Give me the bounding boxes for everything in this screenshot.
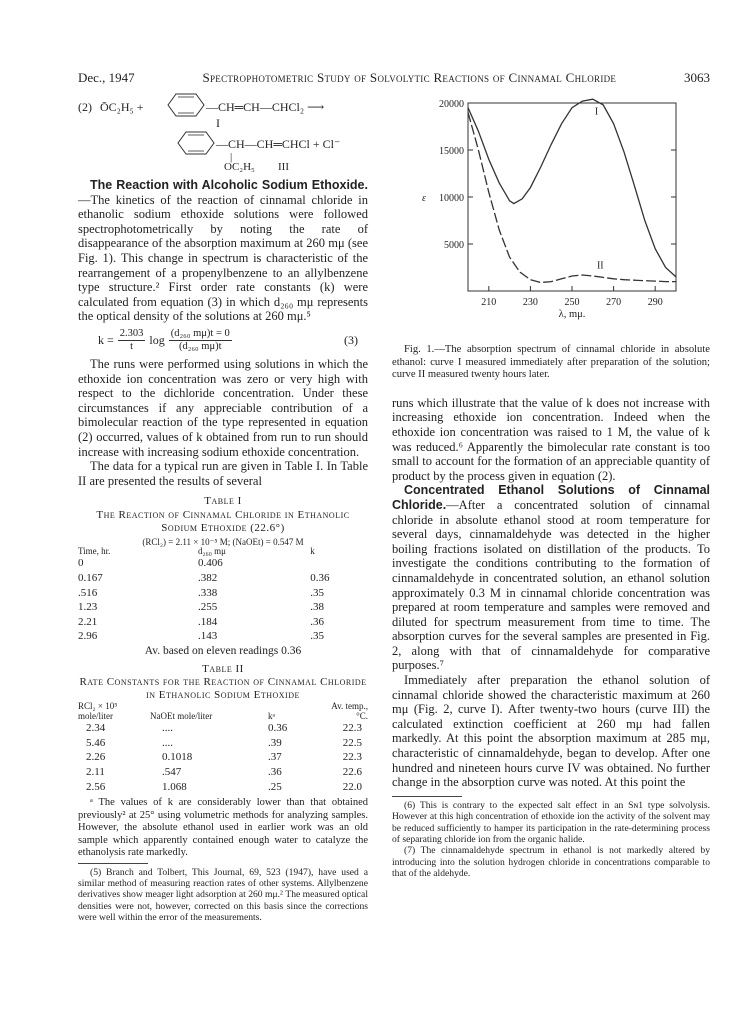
y-tick-label: 10000 [439,193,464,204]
section-ethoxide [78,178,368,324]
equation-number: (3) [344,333,358,348]
right-column [392,344,710,880]
left-column [78,92,368,924]
page-number: 3063 [683,70,710,85]
x-axis-label: λ, mμ. [558,309,586,320]
table-row: 2.11 .547 .36 22.6 [86,765,362,778]
series-line-II [468,112,676,282]
table-header: RCl₂ × 10⁵ mole/liter [78,701,118,721]
table-header: Time, hr. [78,545,111,556]
x-tick-label: 210 [481,297,497,308]
running-header [78,70,710,86]
table-row: 0.167 .382 0.36 [78,571,330,584]
table-row: .516 .338 .35 [78,586,324,599]
curve-label-II: II [596,260,604,272]
reaction-scheme: (2) ŌC₂H₅ + —CH═CH—CHCl₂ ⟶ I —CH—CH═CHCl + Cl⁻ | OC₂H₅ III [78,92,368,172]
table-header: k [310,545,315,556]
y-tick-label: 5000 [444,240,464,251]
paragraph: Immediately after preparation the ethanol solution of cinnamal chloride showed the characteristic maximum at 260 mμ (Fig. 2, curve I). After twenty-two hours (curve III) the calculated extinction coefficient at 260 mμ had fallen markedly. At this point the absorption maximum at 285 mμ, characteristic of cinnamaldehyde, began to develop. After one hundred and nineteen hours curve IV was obtained. No further change in the absorption curve was noted. At this point the [392,673,710,790]
table-row: 2.26 0.1018 .37 22.3 [86,751,362,764]
series-line-I [468,99,676,277]
x-tick-label: 290 [647,297,663,308]
scheme-chain-1: —CH═CH—CHCl₂ ⟶ [206,100,325,114]
x-tick-label: 250 [564,297,580,308]
y-tick-label: 15000 [439,146,464,157]
paragraph: —The kinetics of the reaction of cinnamal chloride in ethanolic sodium ethoxide solutions were followed spectrophotometrically by noting the rate of disappearance of the absorption maximum at 260 mμ (see Fig. 1). This change in spectrum is characteristic of the rearrangement of a propenylbenzene to an allylbenzene type structure.² First order rate constants (k) were calculated from equation (3) in which d₂₆₀ mμ represents the optical density of the solutions at 260 mμ.⁵ [78,192,368,324]
table-header: Av. temp., °C. [331,701,368,721]
footnote-divider [392,796,462,797]
figure-1-chart [422,95,680,320]
benzene-ring-icon [176,130,216,156]
paragraph: —After a concentrated solution of cinnamal chloride in absolute ethanol stood at room temperature for several days, cinnamaldehyde was detected in the higher boiling fractions isolated on distillation of the products. To investigate the conditions contributing to the formation of cinnamaldehyde in concentrated solution, an ethanol solution approximately 0.3 M in cinnamal chloride concentration was prepared at room temperature and samples were removed and diluted for spectrum measurement from time to time. The absorption curves for the several samples are presented in Fig. 2, along with that of cinnamaldehyde for comparative purposes.⁷ [392,497,710,673]
table-2 [78,702,368,794]
scheme-substituent: OC₂H₅ [224,161,255,173]
table-row: 1.23 .255 .38 [78,601,324,614]
plot-frame [468,103,676,291]
table-1 [78,547,368,644]
table-row: 2.34 .... 0.36 22.3 [86,722,362,735]
table-row: 2.21 .184 .36 [78,615,324,628]
table-1-conditions: (RCl₂) = 2.11 × 10⁻⁵ M; (NaOEt) = 0.547 M [142,536,304,547]
table-1-average: Av. based on eleven readings 0.36 [144,644,302,657]
table-header: NaOEt mole/liter [150,710,213,721]
paragraph: runs which illustrate that the value of k does not increase with increasing ethoxide ion concentration. Indeed when the ethoxide ion concentration was raised to 1 M, the value of k was reduced.⁶ Apparently the bimolecular rate constant is too small to account for the formation of an appreciable quantity of product by the process given in equation (2). [392,395,710,483]
table-1-label: Table I [204,495,242,508]
table-header: d₂₆₀ mμ [198,545,226,556]
header-date: Dec., 1947 [78,70,135,85]
table-header: kᵃ [268,710,275,721]
section-concentrated [392,483,710,673]
compound-I-label: I [216,116,220,130]
paragraph: The data for a typical run are given in Table I. In Table II are presented the results of several [78,459,368,488]
section-heading: Concentrated Ethanol Solutions of Cinnamal Chloride. [392,483,710,512]
compound-III-label: III [278,161,289,173]
table-1-title: The Reaction of Cinnamal Chloride in Ethanolic Sodium Ethoxide (22.6°) [96,508,350,534]
table-2-label: Table II [202,662,244,675]
footnote-6: (6) This is contrary to the expected salt effect in an Sɴ1 type solvolysis. However at this high concentration of ethoxide ion the activity of the solvent may be reduced sufficiently to hamper its participation in the rate-determining process of separating chloride ion from the organic halide. [392,799,710,846]
x-tick-label: 270 [606,297,622,308]
footnote-7: (7) The cinnamaldehyde spectrum in ethanol is not markedly altered by introducing into the solution hydrogen chloride in concentrations comparable to that of the aldehyde. [392,845,710,880]
y-axis-label: ε [422,193,426,204]
table-row: 2.56 1.068 .25 22.0 [86,780,362,793]
figure-1-caption: Fig. 1.—The absorption spectrum of cinnamal chloride in absolute ethanol: curve I measured immediately after preparation of the solution; curve II measured twenty hours later. [392,344,710,381]
paragraph: The runs were performed using solutions in which the ethoxide ion concentration was zero or very high with respect to the dichloride concentration. Under these circumstances if any appreciable contribution of a bimolecular reaction of the type represented in equation (2) occurred, values of k obtained from run to run should increase with increasing sodium ethoxide concentration. [78,356,368,459]
equation-3: k = $\frac{2.303}{t}$ log $\frac{\text{(d₂₆₀ mμ)t = 0}}{\text{(d₂₆₀ mμ)t}}$ (3) [98,327,358,352]
y-tick-label: 20000 [439,99,464,110]
table-2-footnote: ᵃ The values of k are considerably lower than that obtained previously² at 25° using volumetric methods for analyzing samples. However, the absolute ethanol used in earlier work was an old sample which apparently contained enough water to catalyze the ethanolysis rate markedly. [78,797,368,859]
table-row: 2.96 .143 .35 [78,630,324,643]
scheme-chain-2: —CH—CH═CHCl + Cl⁻ [216,137,341,151]
table-row: 0 0.406 [78,557,223,570]
x-tick-label: 230 [522,297,538,308]
section-heading: The Reaction with Alcoholic Sodium Ethoxide. [90,178,368,192]
scheme-reactant: ŌC₂H₅ + [100,100,144,114]
footnote-5: (5) Branch and Tolbert, This Journal, 69, 523 (1947), have used a similar method of measuring reaction rates of other systems. Allylbenzene derivatives show meager light adsorption at 260 mμ.² The measured optical densities were not, however, corrected on this basis since the corrections were well within the error of the measurements. [78,866,368,924]
scheme-label: (2) [78,100,92,114]
header-title: Spectrophotometric Study of Solvolytic Reactions of Cinnamal Chloride [202,70,617,85]
curve-label-I: I [594,106,599,118]
table-row: 5.46 .... .39 22.5 [86,736,362,749]
table-2-title: Rate Constants for the Reaction of Cinnamal Chloride in Ethanolic Sodium Ethoxide [79,676,367,702]
footnote-divider [78,863,148,864]
benzene-ring-icon [166,92,206,118]
